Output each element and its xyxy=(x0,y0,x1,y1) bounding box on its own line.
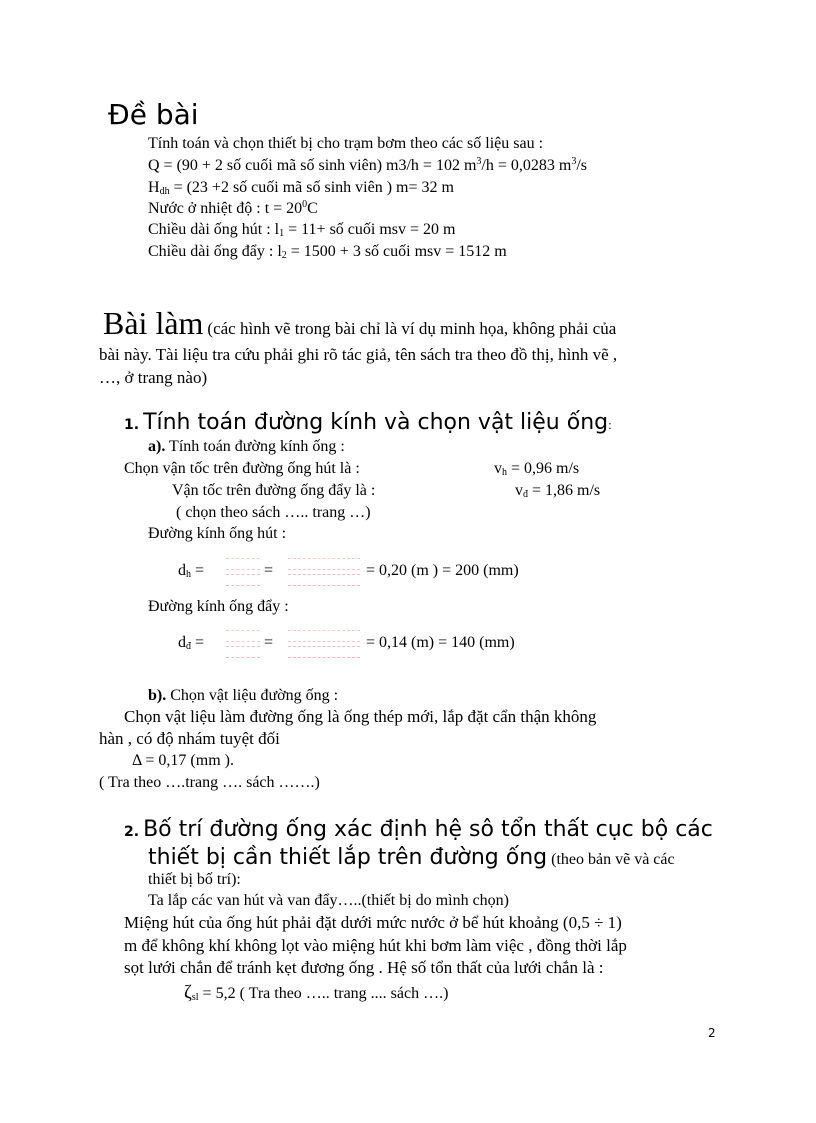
bai-lam-note-1: (các hình vẽ trong bài chỉ là ví dụ minh họa, không phải của xyxy=(207,319,617,338)
discharge-equals: = xyxy=(264,634,274,651)
material-line-2: hàn , có độ nhám tuyệt đối xyxy=(99,729,280,748)
bai-lam-heading-line xyxy=(103,306,616,341)
suction-diameter-symbol: $d_h$ = xyxy=(178,562,205,580)
page-number: 2 xyxy=(708,1026,716,1040)
suction-diameter-label: Đường kính ống hút : xyxy=(148,525,287,542)
section-1-number: 1. xyxy=(124,417,140,433)
discharge-velocity-label: Vận tốc trên đường ống đẩy là : xyxy=(172,482,376,499)
section-2-paragraph-4: sọt lưới chắn để tránh kẹt đương ống . Hệ số tổn thất của lưới chắn là : xyxy=(124,958,604,977)
bai-lam-heading: Bài làm xyxy=(103,305,204,341)
roughness-reference: ( Tra theo ….trang …. sách …….) xyxy=(99,774,320,791)
bai-lam-note-2: bài này. Tài liệu tra cứu phải ghi rõ tác giả, tên sách tra theo đồ thị, hình vẽ , xyxy=(99,345,618,364)
suction-formula-fraction-1 xyxy=(226,558,260,586)
de-bai-line-1: Tính toán và chọn thiết bị cho trạm bơm theo các số liệu sau : xyxy=(148,135,544,152)
discharge-diameter-result: = 0,14 (m) = 140 (mm) xyxy=(366,634,515,651)
material-line-1: Chọn vật liệu làm đường ống là ống thép mới, lắp đặt cẩn thận không xyxy=(124,707,597,726)
flow-rate-line: Q = (90 + 2 số cuối mã số sinh viên) m3/h = 102 $m^3/h = 0,0283$ $m^3/s$ xyxy=(148,156,587,174)
section-2-number: 2. xyxy=(124,824,140,840)
section-2-title-line-2: thiết bị cần thiết lắp trên đường ống (theo bản vẽ và các xyxy=(148,845,675,870)
discharge-formula-fraction-1 xyxy=(226,630,260,658)
suction-velocity-label: Chọn vận tốc trên đường ống hút là : xyxy=(124,460,360,477)
suction-velocity-value: $v_h = 0,96$ m/s xyxy=(494,460,580,478)
de-bai-heading: Đề bài xyxy=(108,98,199,131)
discharge-diameter-symbol: $d_đ$ = xyxy=(178,634,205,652)
temperature-line: Nước ở nhiệt độ : $t = 20^0C$ xyxy=(148,199,318,217)
section-2-paragraph-1: Ta lắp các van hút và van đẩy…..(thiết bị do mình chọn) xyxy=(148,892,509,909)
suction-equals: = xyxy=(264,562,274,579)
velocity-reference: ( chọn theo sách ….. trang …) xyxy=(176,504,371,521)
discharge-formula-fraction-2 xyxy=(288,630,360,658)
section-2-paragraph-2: Miệng hút của ống hút phải đặt dưới mức nước ở bể hút khoảng (0,5 ÷ 1) xyxy=(124,913,622,932)
section-1-title: 1. Tính toán đường kính và chọn vật liệu ống: xyxy=(124,410,612,435)
discharge-velocity-value: $v_đ = 1,86$ m/s xyxy=(515,482,601,500)
suction-length-line: Chiều dài ống hút : $l_1 = 11+$ số cuối msv = 20 m xyxy=(148,221,456,239)
head-line: $H_{dh} = (23 +2$ số cuối mã số sinh viên ) m= 32 m xyxy=(148,179,454,197)
section-2-title-line-3: thiết bị bố trí): xyxy=(148,871,241,888)
subsection-b-title: b). Chọn vật liệu đường ống : xyxy=(148,687,339,704)
discharge-length-line: Chiều dài ống đẩy : $l_2 = 1500 + 3$ số cuối msv = 1512 m xyxy=(148,243,507,261)
bai-lam-note-3: …, ở trang nào) xyxy=(99,368,208,387)
screen-loss-coefficient: $\zeta_{sl} = 5,2$ ( Tra theo ….. trang .... sách ….) xyxy=(184,982,449,1003)
suction-formula-fraction-2 xyxy=(288,558,360,586)
roughness-value: Δ = 0,17 (mm ). xyxy=(132,752,234,769)
section-2-title-line-1: 2. Bố trí đường ống xác định hệ sô tổn thất cục bộ các xyxy=(124,817,713,842)
discharge-diameter-label: Đường kính ống đẩy : xyxy=(148,598,289,615)
suction-diameter-result: = 0,20 (m ) = 200 (mm) xyxy=(366,562,519,579)
section-2-paragraph-3: m để không khí không lọt vào miệng hút khi bơm làm việc , đồng thời lắp xyxy=(124,936,627,955)
subsection-a-title: a). Tính toán đường kính ống : xyxy=(148,438,345,455)
